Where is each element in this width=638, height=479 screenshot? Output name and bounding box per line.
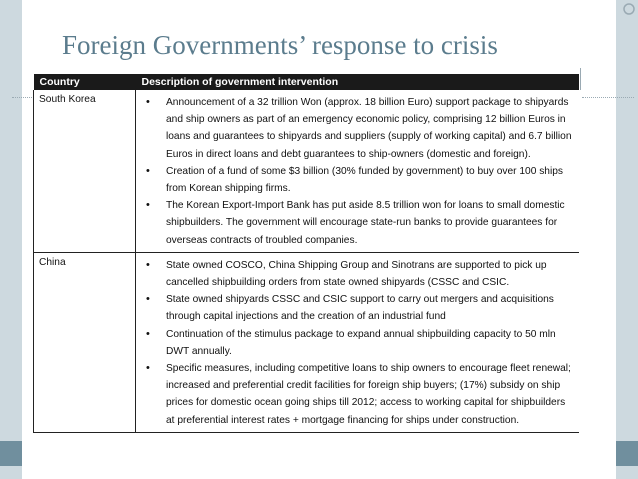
intervention-item: • State owned COSCO, China Shipping Group and Sinotrans are supported to pick up cancelled shipbuilding orders from state owned shipyards (CSSC and CSIC. xyxy=(142,257,573,291)
intervention-item: • State owned shipyards CSSC and CSIC support to carry out mergers and acquisitions through capital injections and the creation of an industrial fund xyxy=(142,291,573,325)
corner-ornament-icon xyxy=(622,2,636,16)
header-description: Description of government intervention xyxy=(136,74,580,90)
description-cell xyxy=(136,252,580,432)
intervention-item: • Creation of a fund of some $3 billion (30% funded by government) to buy over 100 ships from Korean shipping firms. xyxy=(142,163,573,197)
table-header-row xyxy=(34,74,580,90)
country-cell: China xyxy=(34,252,136,432)
description-cell xyxy=(136,90,580,252)
intervention-list xyxy=(142,94,573,249)
right-decor-accent xyxy=(616,441,638,466)
intervention-table-container xyxy=(33,74,579,479)
intervention-item: • The Korean Export-Import Bank has put aside 8.5 trillion won for loans to small domestic shipbuilders. The government will encourage state-run banks to provide guarantees for overseas contracts of troubled companies. xyxy=(142,197,573,249)
intervention-item: • Specific measures, including competitive loans to ship owners to encourage fleet renewal; increased and preferential credit facilities for foreign ship buyers; (17%) subsidy on ship prices for domestic ocean going ships till 2012; access to working capital for shipbuilders at preferential interest rates + mortgage financing for ships under construction. xyxy=(142,360,573,429)
title-divider-right xyxy=(582,97,634,98)
title-accent-rule xyxy=(580,68,581,90)
intervention-item: • Announcement of a 32 trillion Won (approx. 18 billion Euro) support package to shipyards and ship owners as part of an emergency economic policy, comprising 12 billion Euros in loans and guarantees to shipyards and suppliers (supply of working capital) and 6.7 billion Euros in direct loans and debt guarantees to ship-owners (domestic and foreign). xyxy=(142,94,573,163)
header-country: Country xyxy=(34,74,136,90)
intervention-list xyxy=(142,257,573,429)
left-decor-accent xyxy=(0,441,22,466)
right-decor-band xyxy=(616,0,638,479)
intervention-item: • Continuation of the stimulus package to expand annual shipbuilding capacity to 50 mln DWT annually. xyxy=(142,326,573,360)
left-decor-band xyxy=(0,0,22,479)
intervention-table xyxy=(33,74,579,433)
title-divider-left xyxy=(12,97,32,98)
table-row-china xyxy=(34,252,580,432)
table-row-south-korea xyxy=(34,90,580,252)
slide-title: Foreign Governments’ response to crisis xyxy=(62,30,498,60)
country-cell: South Korea xyxy=(34,90,136,252)
